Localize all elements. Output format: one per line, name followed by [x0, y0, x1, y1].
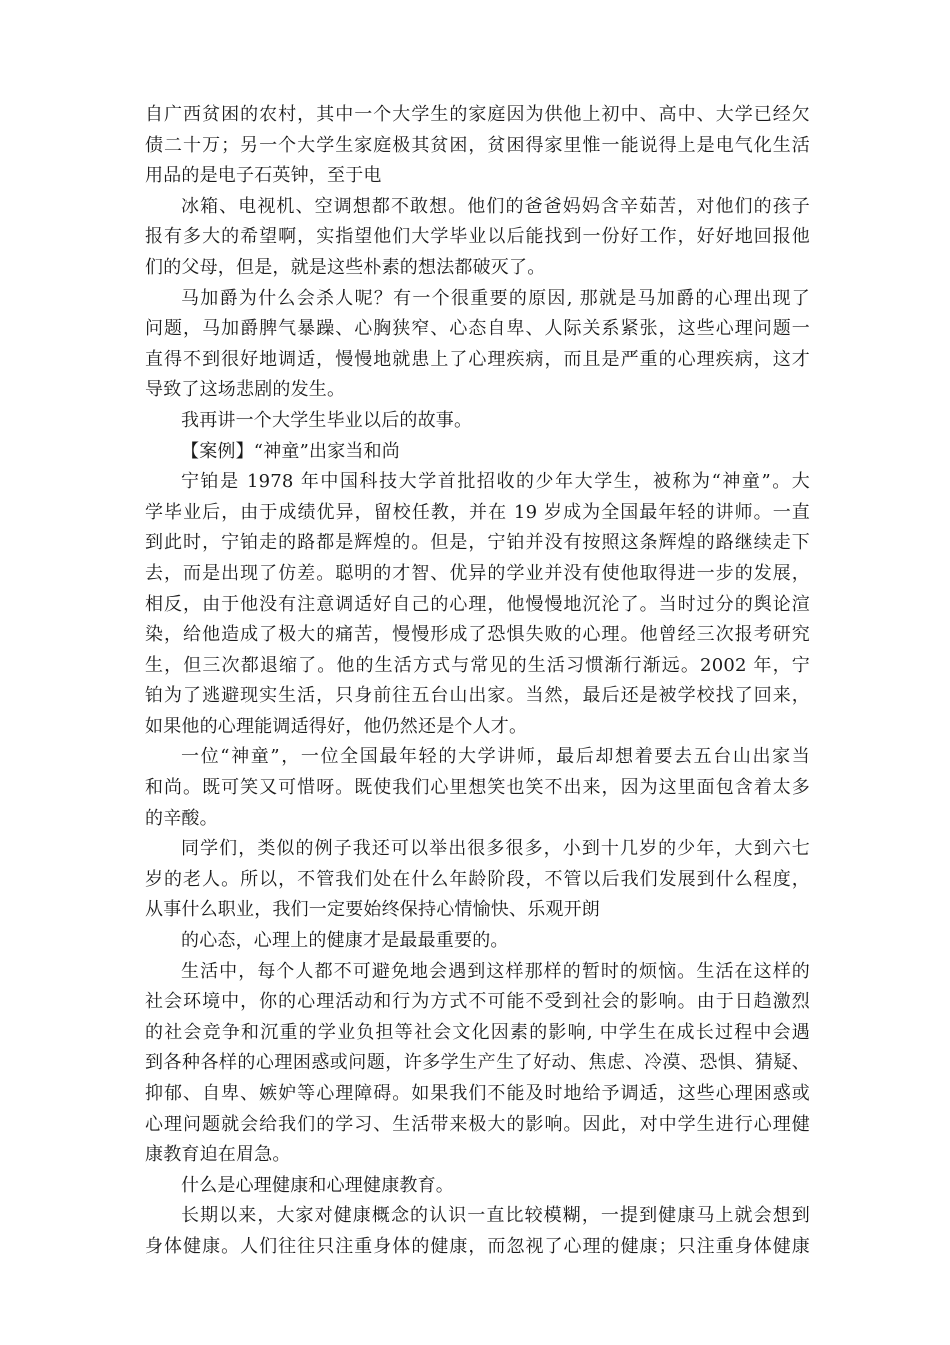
text-line: 一位“神童”，一位全国最年轻的大学讲师，最后却想着要去五台山出家当 [181, 746, 810, 768]
text-line: 的辛酸。 [145, 807, 218, 829]
text-line: 同学们，类似的例子我还可以举出很多很多，小到十几岁的少年，大到六七 [181, 838, 810, 860]
text-line: 染，给他造成了极大的痛苦，慢慢形成了恐惧失败的心理。他曾经三次报考研究 [145, 624, 810, 646]
text-line: 冰箱、电视机、空调想都不敢想。他们的爸爸妈妈含辛茹苦，对他们的孩子 [181, 195, 810, 217]
text-line: 从事什么职业，我们一定要始终保持心情愉快、乐观开朗 [145, 899, 600, 921]
text-line: 的心态，心理上的健康才是最最重要的。 [181, 930, 509, 952]
text-line: 到此时，宁铂走的路都是辉煌的。但是，宁铂并没有按照这条辉煌的路继续走下 [145, 532, 810, 554]
text-line: 铂为了逃避现实生活，只身前往五台山出家。当然，最后还是被学校找了回来， [145, 685, 810, 707]
text-line: 我再讲一个大学生毕业以后的故事。 [181, 409, 473, 431]
text-line: 用品的是电子石英钟，至于电 [145, 165, 382, 187]
text-line: 学毕业后，由于成绩优异，留校任教，并在 19 岁成为全国最年轻的讲师。一直 [145, 501, 810, 523]
text-line: 生活中，每个人都不可避免地会遇到这样那样的暂时的烦恼。生活在这样的 [181, 960, 810, 982]
text-line: 直得不到很好地调适，慢慢地就患上了心理疾病，而且是严重的心理疾病，这才 [145, 348, 810, 370]
text-line: 和尚。既可笑又可惜呀。既使我们心里想笑也笑不出来，因为这里面包含着太多 [145, 777, 810, 799]
text-line: 宁铂是 1978 年中国科技大学首批招收的少年大学生，被称为“神童”。大 [181, 471, 810, 493]
text-line: 生，但三次都退缩了。他的生活方式与常见的生活习惯渐行渐远。2002 年，宁 [145, 654, 810, 676]
text-line: 如果他的心理能调适得好，他仍然还是个人才。 [145, 715, 528, 737]
text-line: 康教育迫在眉急。 [145, 1144, 291, 1166]
text-line: 什么是心理健康和心理健康教育。 [181, 1174, 454, 1196]
text-line: 的社会竞争和沉重的学业负担等社会文化因素的影响, 中学生在成长过程中会遇 [145, 1021, 810, 1043]
text-line: 债二十万；另一个大学生家庭极其贫困，贫困得家里惟一能说得上是电气化生活 [145, 134, 810, 156]
text-line: 马加爵为什么会杀人呢？有一个很重要的原因, 那就是马加爵的心理出现了 [181, 287, 810, 309]
text-line: 去，而是出现了仿差。聪明的才智、优异的学业并没有使他取得进一步的发展， [145, 562, 810, 584]
text-line: 们的父母，但是，就是这些朴素的想法都破灭了。 [145, 256, 546, 278]
text-line: 自广西贫困的农村，其中一个大学生的家庭因为供他上初中、高中、大学已经欠 [145, 104, 810, 125]
body-text [145, 100, 810, 1263]
text-line: 问题，马加爵脾气暴躁、心胸狭窄、心态自卑、人际关系紧张，这些心理问题一 [145, 318, 810, 340]
text-line: 心理问题就会给我们的学习、生活带来极大的影响。因此，对中学生进行心理健 [145, 1113, 810, 1135]
text-line: 抑郁、自卑、嫉妒等心理障碍。如果我们不能及时地给予调适，这些心理困惑或 [145, 1083, 810, 1104]
text-line: 长期以来，大家对健康概念的认识一直比较模糊，一提到健康马上就会想到 [181, 1205, 810, 1227]
text-line: 岁的老人。所以，不管我们处在什么年龄阶段，不管以后我们发展到什么程度， [145, 868, 810, 890]
text-line: 报有多大的希望啊，实指望他们大学毕业以后能找到一份好工作，好好地回报他 [145, 226, 810, 248]
text-line: 身体健康。人们往往只注重身体的健康，而忽视了心理的健康；只注重身体健康 [145, 1235, 810, 1257]
text-line: 导致了这场悲剧的发生。 [145, 379, 346, 401]
text-line: 到各种各样的心理困惑或问题，许多学生产生了好动、焦虑、冷漠、恐惧、猜疑、 [145, 1052, 810, 1074]
case-heading: 【案例】“神童”出家当和尚 [181, 440, 401, 462]
text-line: 社会环境中，你的心理活动和行为方式不可能不受到社会的影响。由于日趋激烈 [145, 991, 810, 1013]
text-line: 相反，由于他没有注意调适好自己的心理，他慢慢地沉沦了。当时过分的舆论渲 [145, 593, 810, 615]
